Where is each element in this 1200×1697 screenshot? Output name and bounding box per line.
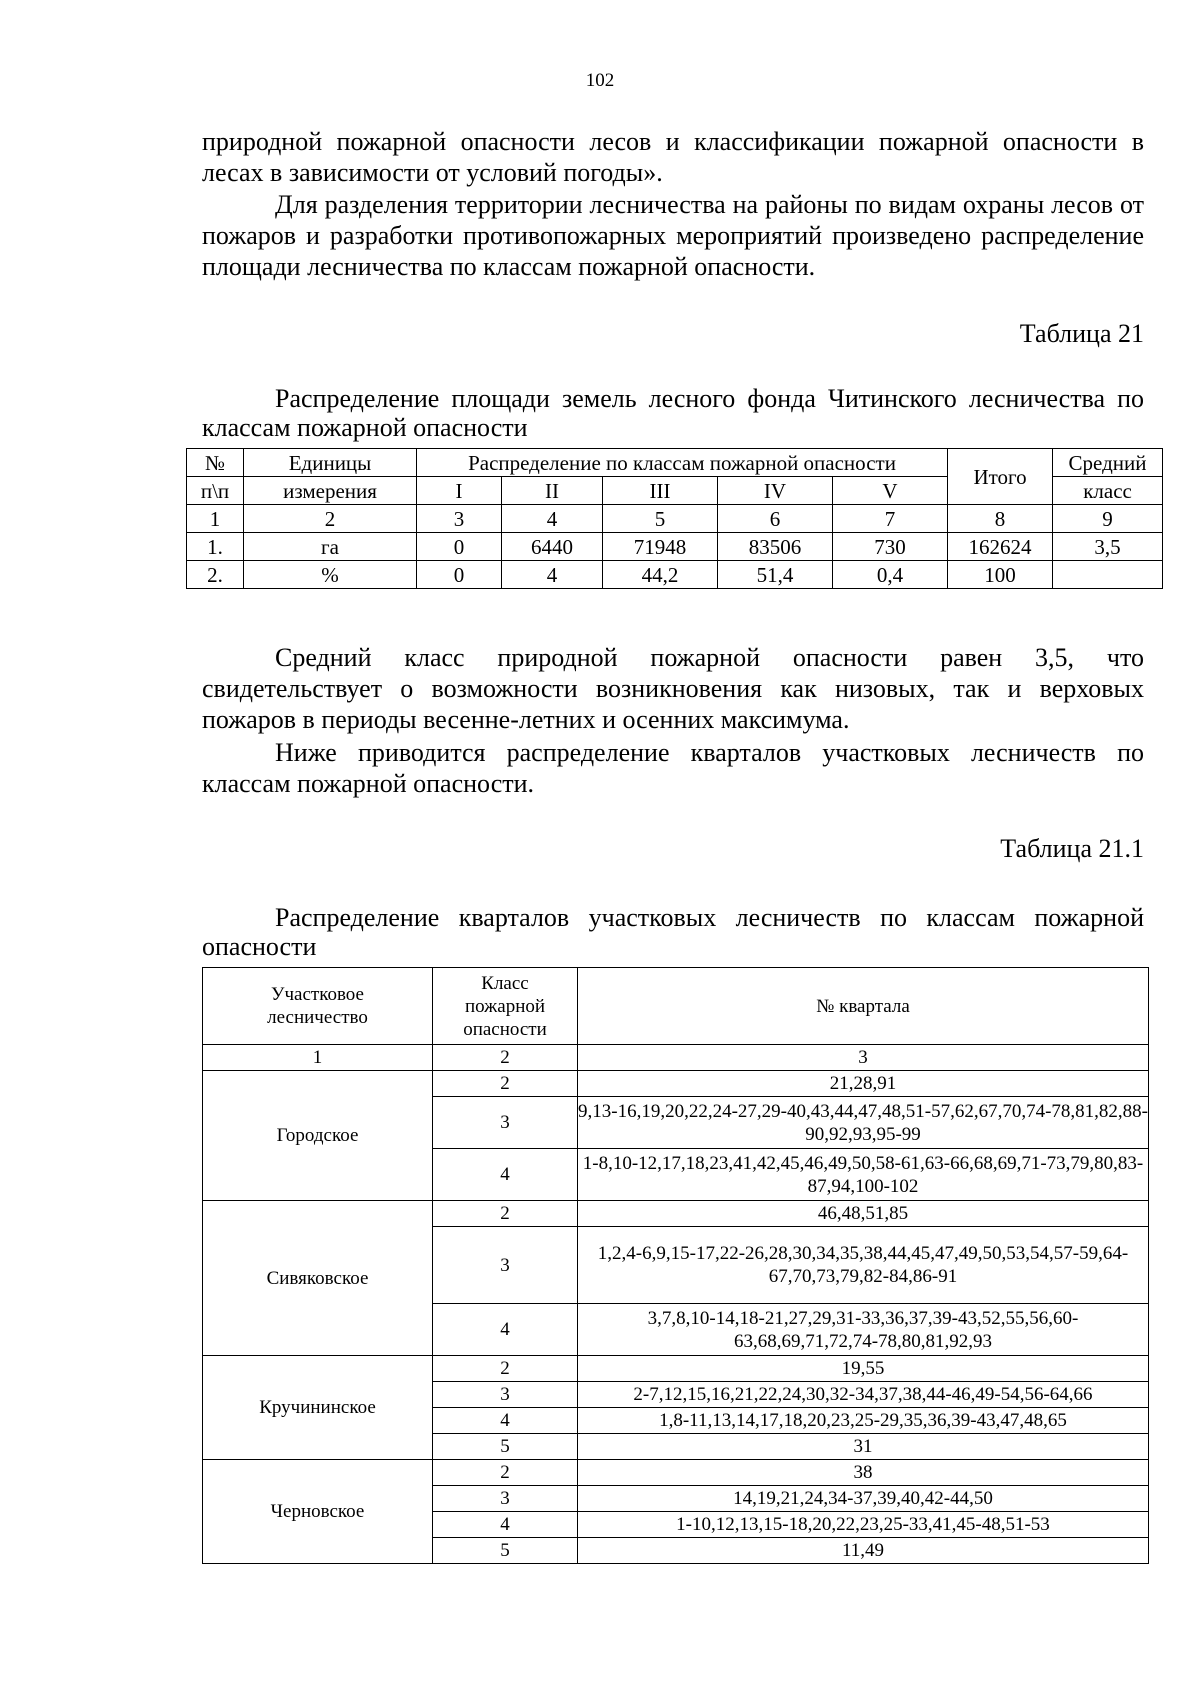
header-text: пожарной xyxy=(464,995,546,1017)
column-number-cell: 7 xyxy=(833,505,948,533)
table-row xyxy=(187,533,1163,561)
table-row xyxy=(203,1356,1149,1382)
fire-class-cell: 3 xyxy=(433,1227,578,1304)
header-text: Класс xyxy=(481,972,529,994)
forestry-name-cell: Городское xyxy=(203,1071,433,1201)
header-cell-class: V xyxy=(833,477,948,505)
header-cell-average-class-sub: класс xyxy=(1053,477,1163,505)
quarters-cell: 9,13-16,19,20,22,24-27,29-40,43,44,47,48,51-57,62,67,70,74-78,81,82,88-90,92,93,95-99 xyxy=(578,1097,1149,1149)
fire-class-cell: 2 xyxy=(433,1460,578,1486)
table-cell: 100 xyxy=(948,561,1053,589)
header-text: лесничество xyxy=(267,1007,368,1028)
fire-class-cell: 4 xyxy=(433,1149,578,1201)
table-cell: 2. xyxy=(187,561,244,589)
header-cell-units: Единицы xyxy=(244,449,417,477)
fire-class-cell: 3 xyxy=(433,1382,578,1408)
header-cell-distribution: Распределение по классам пожарной опасности xyxy=(417,449,948,477)
fire-class-cell: 4 xyxy=(433,1408,578,1434)
header-cell-units-sub: измерения xyxy=(244,477,417,505)
quarters-cell: 21,28,91 xyxy=(578,1071,1149,1097)
table-header-row xyxy=(203,968,1149,1045)
table-cell: 3,5 xyxy=(1053,533,1163,561)
quarters-cell: 3,7,8,10-14,18-21,27,29,31-33,36,37,39-43,52,55,56,60-63,68,69,71,72,74-78,80,81,92,93 xyxy=(578,1304,1149,1356)
header-text: Участковое xyxy=(271,984,364,1005)
table-cell: 4 xyxy=(502,561,603,589)
table-cell: 71948 xyxy=(603,533,718,561)
table-cell: 83506 xyxy=(718,533,833,561)
column-number-row xyxy=(203,1045,1149,1071)
column-number-cell: 4 xyxy=(502,505,603,533)
paragraph-territory-division: Для разделения территории лесничества на районы по видам охраны лесов от пожаров и разработки противопожарных мероприятий произведено распределение площади лесничества по классам пожарной опасности. xyxy=(202,190,1144,281)
table-row xyxy=(203,1071,1149,1097)
fire-class-cell: 2 xyxy=(433,1201,578,1227)
header-cell-total: Итого xyxy=(948,449,1053,505)
fire-class-cell: 3 xyxy=(433,1097,578,1149)
quarters-by-fire-class-table xyxy=(202,967,1149,1564)
quarters-cell: 1,8-11,13,14,17,18,20,23,25-29,35,36,39-43,47,48,65 xyxy=(578,1408,1149,1434)
header-cell-number-sub: п\п xyxy=(187,477,244,505)
fire-class-cell: 3 xyxy=(433,1486,578,1512)
table-cell: га xyxy=(244,533,417,561)
fire-class-cell: 4 xyxy=(433,1512,578,1538)
quarters-cell: 1-8,10-12,17,18,23,41,42,45,46,49,50,58-61,63-66,68,69,71-73,79,80,83-87,94,100-102 xyxy=(578,1149,1149,1201)
column-number-cell: 8 xyxy=(948,505,1053,533)
table-21-1-caption: Распределение кварталов участковых лесничеств по классам пожарной опасности xyxy=(202,903,1144,961)
quarters-cell: 1-10,12,13,15-18,20,22,23,25-33,41,45-48,51-53 xyxy=(578,1512,1149,1538)
header-cell-forestry xyxy=(203,968,433,1045)
forestry-name-cell: Черновское xyxy=(203,1460,433,1564)
quarters-cell: 31 xyxy=(578,1434,1149,1460)
table-21-caption: Распределение площади земель лесного фонда Читинского лесничества по классам пожарной опасности xyxy=(202,384,1144,442)
paragraph-intro-continuation: природной пожарной опасности лесов и классификации пожарной опасности в лесах в зависимости от условий погоды». xyxy=(202,127,1144,187)
column-number-cell: 2 xyxy=(244,505,417,533)
header-cell-class: II xyxy=(502,477,603,505)
paragraph-average-class: Средний класс природной пожарной опасности равен 3,5, что свидетельствует о возможности возникновения как низовых, так и верховых пожаров в периоды весенне-летних и осенних максимума. xyxy=(202,643,1144,734)
quarters-cell: 1,2,4-6,9,15-17,22-26,28,30,34,35,38,44,45,47,49,50,53,54,57-59,64-67,70,73,79,82-84,86-91 xyxy=(578,1227,1149,1304)
column-number-cell: 1 xyxy=(203,1045,433,1071)
column-number-cell: 2 xyxy=(433,1045,578,1071)
table-cell: 0,4 xyxy=(833,561,948,589)
table-cell: 1. xyxy=(187,533,244,561)
fire-class-cell: 4 xyxy=(433,1304,578,1356)
fire-class-cell: 2 xyxy=(433,1071,578,1097)
table-row xyxy=(203,1460,1149,1486)
fire-class-area-table xyxy=(186,448,1163,589)
page-number: 102 xyxy=(585,70,615,91)
quarters-cell: 11,49 xyxy=(578,1538,1149,1564)
table-cell: 6440 xyxy=(502,533,603,561)
paragraph-quarters-intro: Ниже приводится распределение кварталов участковых лесничеств по классам пожарной опасности. xyxy=(202,738,1144,798)
column-number-cell: 1 xyxy=(187,505,244,533)
table-row xyxy=(187,561,1163,589)
table-cell: 730 xyxy=(833,533,948,561)
table-cell: % xyxy=(244,561,417,589)
table-header-row xyxy=(187,449,1163,477)
column-number-cell: 6 xyxy=(718,505,833,533)
header-cell-quarter-number: № квартала xyxy=(578,968,1149,1045)
table-cell: 0 xyxy=(417,561,502,589)
header-cell-class: III xyxy=(603,477,718,505)
table-cell: 162624 xyxy=(948,533,1053,561)
table-cell xyxy=(1053,561,1163,589)
forestry-name-cell: Кручининское xyxy=(203,1356,433,1460)
column-number-cell: 9 xyxy=(1053,505,1163,533)
quarters-cell: 46,48,51,85 xyxy=(578,1201,1149,1227)
column-number-cell: 3 xyxy=(417,505,502,533)
quarters-cell: 14,19,21,24,34-37,39,40,42-44,50 xyxy=(578,1486,1149,1512)
quarters-cell: 19,55 xyxy=(578,1356,1149,1382)
quarters-cell: 2-7,12,15,16,21,22,24,30,32-34,37,38,44-46,49-54,56-64,66 xyxy=(578,1382,1149,1408)
table-cell: 44,2 xyxy=(603,561,718,589)
table-cell: 0 xyxy=(417,533,502,561)
column-number-cell: 3 xyxy=(578,1045,1149,1071)
header-cell-average-class: Средний xyxy=(1053,449,1163,477)
table-21-label: Таблица 21 xyxy=(1019,319,1144,348)
header-cell-fire-class xyxy=(433,968,578,1045)
header-text: опасности xyxy=(463,1018,547,1040)
header-cell-number: № xyxy=(187,449,244,477)
table-21-1-label: Таблица 21.1 xyxy=(1000,834,1144,863)
forestry-name-cell: Сивяковское xyxy=(203,1201,433,1356)
header-cell-class: I xyxy=(417,477,502,505)
column-number-row xyxy=(187,505,1163,533)
fire-class-cell: 5 xyxy=(433,1434,578,1460)
quarters-cell: 38 xyxy=(578,1460,1149,1486)
fire-class-cell: 5 xyxy=(433,1538,578,1564)
header-cell-class: IV xyxy=(718,477,833,505)
column-number-cell: 5 xyxy=(603,505,718,533)
table-cell: 51,4 xyxy=(718,561,833,589)
fire-class-cell: 2 xyxy=(433,1356,578,1382)
table-row xyxy=(203,1201,1149,1227)
